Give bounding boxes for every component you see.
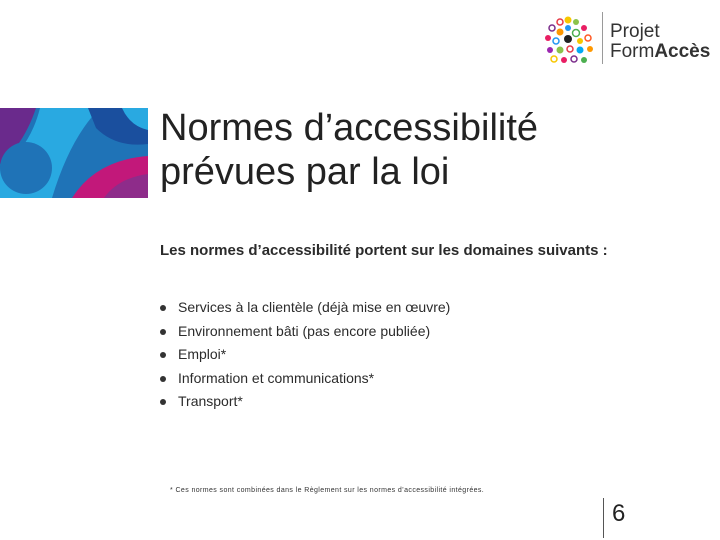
logo-divider — [602, 12, 603, 64]
slide-title — [160, 106, 538, 194]
logo-text — [610, 22, 710, 62]
dots-logo-icon — [540, 14, 596, 68]
footnote: * Ces normes sont combinées dans le Règlement sur les normes d’accessibilité intégrées. — [170, 487, 485, 494]
projet-formacces-logo — [540, 12, 710, 72]
list-item — [158, 320, 450, 344]
slide-title-line-1: Normes d’accessibilité — [160, 107, 539, 149]
bullet-icon — [160, 399, 166, 405]
logo-line-1: Projet — [610, 21, 660, 42]
list-item — [158, 296, 450, 320]
slide-title-line-2: prévues par la loi — [160, 151, 450, 193]
bullet-icon — [160, 305, 166, 311]
list-item-text: Services à la clientèle (déjà mise en œuvre) — [178, 299, 451, 315]
page-number-divider — [603, 498, 604, 538]
bullet-icon — [160, 329, 166, 335]
bullet-icon — [160, 376, 166, 382]
list-item — [158, 390, 450, 414]
list-item — [158, 367, 450, 391]
list-item-text: Environnement bâti (pas encore publiée) — [178, 322, 431, 339]
list-item-text: Information et communications* — [178, 369, 375, 386]
domain-list — [158, 296, 450, 414]
logo-line-2-prefix: Form — [610, 41, 655, 62]
list-item — [158, 343, 450, 367]
decorative-banner — [0, 108, 148, 198]
intro-text: Les normes d’accessibilité portent sur les domaines suivants : — [160, 242, 608, 259]
list-item-text: Transport* — [178, 393, 243, 409]
logo-line-2 — [610, 42, 710, 62]
page-number: 6 — [612, 500, 626, 527]
list-item-text: Emploi* — [178, 346, 227, 362]
logo-line-2-bold: Accès — [654, 41, 711, 62]
bullet-icon — [160, 352, 166, 358]
